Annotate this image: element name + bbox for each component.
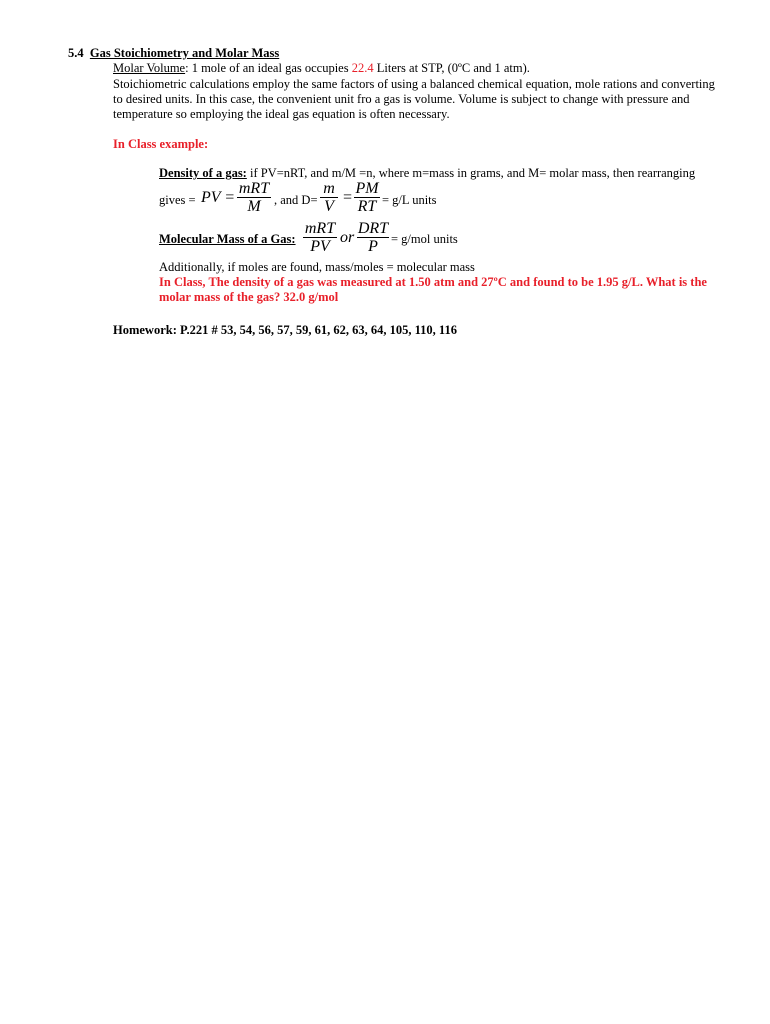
density-pv-equals: PV = (201, 189, 236, 206)
additionally-line: Additionally, if moles are found, mass/moles = molecular mass (159, 260, 475, 274)
density-fraction-2-denominator: V (324, 198, 334, 215)
molecular-mass-fraction-2-numerator: DRT (357, 220, 389, 237)
molecular-mass-fraction-1-denominator: PV (310, 238, 330, 255)
molecular-mass-units: = g/mol units (391, 232, 458, 246)
density-text: if PV=nRT, and m/M =n, where m=mass in grams, and M= molar mass, then rearranging (246, 166, 696, 180)
molecular-mass-fraction-2-denominator: P (368, 238, 378, 255)
intro-line-3: temperature so employing the ideal gas equation is often necessary. (113, 107, 450, 121)
section-title: Gas Stoichiometry and Molar Mass (89, 46, 280, 60)
molar-volume-label: Molar Volume (113, 61, 186, 75)
molecular-mass-fraction-2 (357, 220, 389, 255)
molar-volume-text-before: : 1 mole of an ideal gas occupies (185, 61, 352, 75)
density-fraction-1 (237, 180, 271, 215)
molecular-mass-label: Molecular Mass of a Gas: (159, 232, 296, 246)
density-gives: gives = (159, 193, 196, 207)
density-equals: = (342, 189, 353, 206)
density-fraction-3-numerator: PM (355, 180, 379, 197)
intro-line-1: Stoichiometric calculations employ the same factors of using a balanced chemical equation, mole rations and converting (113, 77, 715, 91)
density-fraction-3-denominator: RT (357, 198, 377, 215)
molecular-mass-fraction-1 (303, 220, 337, 255)
density-fraction-3 (354, 180, 380, 215)
density-label: Density of a gas: (159, 166, 247, 180)
density-and-d: , and D= (274, 193, 318, 207)
density-fraction-2-numerator: m (323, 180, 335, 197)
density-units: = g/L units (382, 193, 437, 207)
molecular-mass-fraction-1-numerator: mRT (304, 220, 336, 237)
homework-line: Homework: P.221 # 53, 54, 56, 57, 59, 61, 62, 63, 64, 105, 110, 116 (113, 323, 457, 337)
density-fraction-1-numerator: mRT (238, 180, 270, 197)
section-heading (68, 46, 279, 61)
density-fraction-2 (320, 180, 338, 215)
density-fraction-1-denominator: M (247, 198, 261, 215)
example-line-2: molar mass of the gas? 32.0 g/mol (159, 290, 339, 304)
section-number: 5.4 (68, 46, 84, 60)
molar-volume-line (113, 61, 530, 76)
intro-line-2: to desired units. In this case, the convenient unit fro a gas is volume. Volume is subject to change with pressure and (113, 92, 690, 106)
density-line (159, 166, 695, 181)
example-line-1: In Class, The density of a gas was measured at 1.50 atm and 27ºC and found to be 1.95 g/L. What is the (159, 275, 707, 289)
molar-volume-text-after: Liters at STP, (0ºC and 1 atm). (373, 61, 530, 75)
molar-volume-value: 22.4 (351, 61, 374, 75)
molecular-mass-or: or (340, 229, 355, 246)
in-class-heading: In Class example: (113, 137, 209, 151)
